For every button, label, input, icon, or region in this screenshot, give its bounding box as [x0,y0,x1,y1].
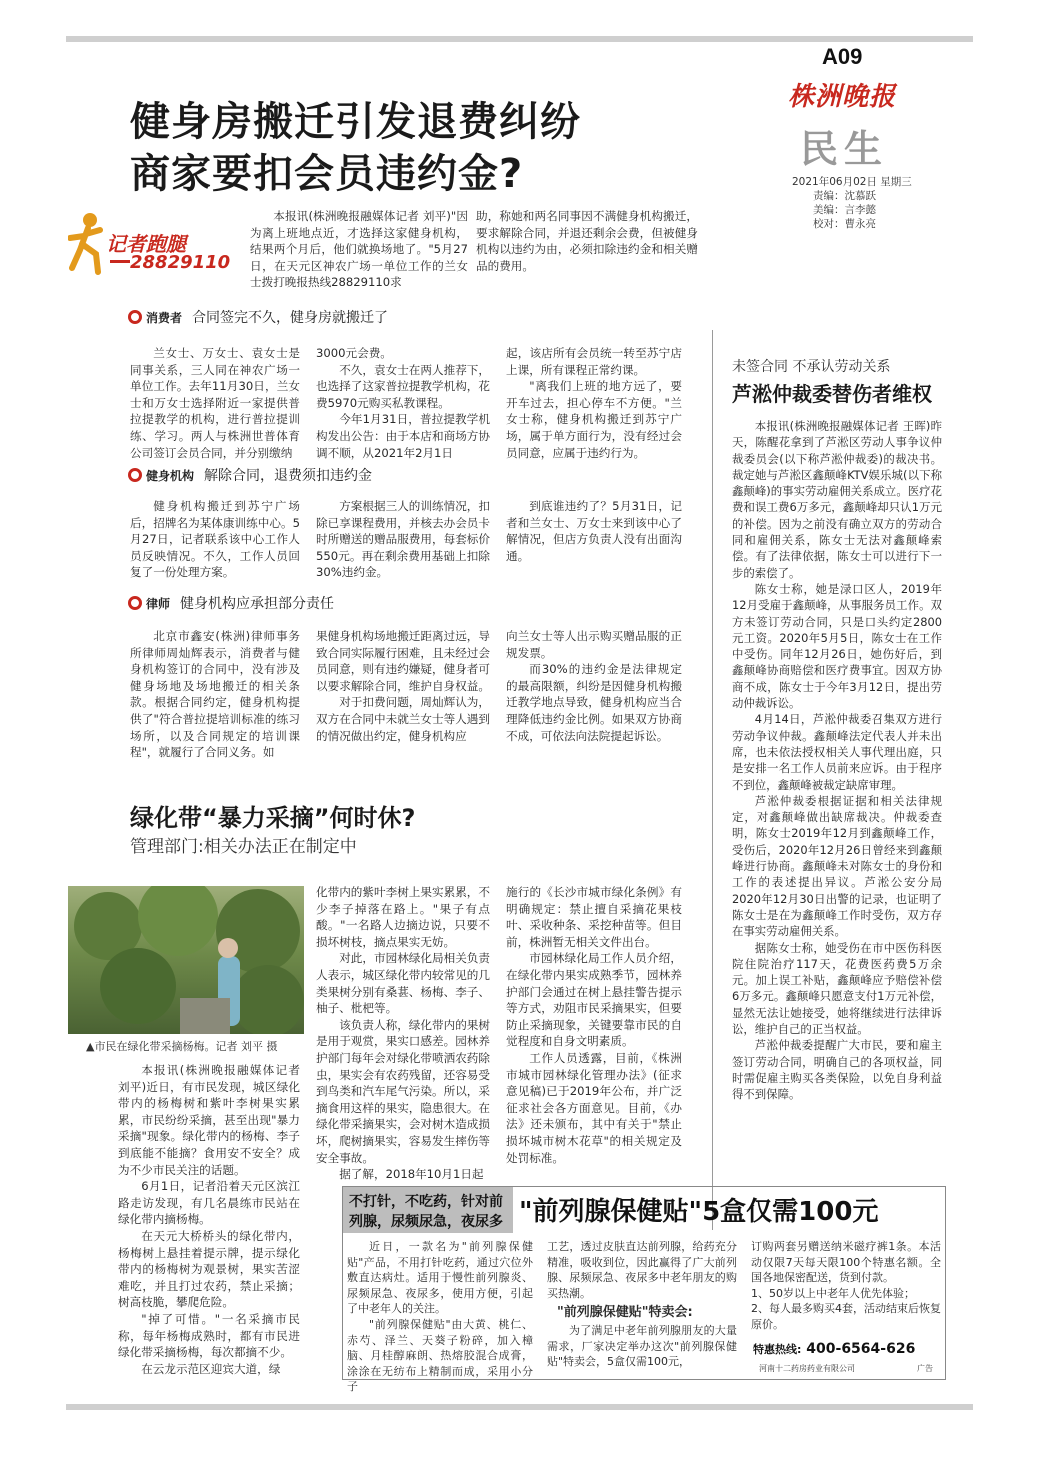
section1-col2: 3000元会费。 不久，袁女士在两人推荐下，也选择了这家普拉提教学机构，花费5970元购买私教课程。 今年1月31日，普拉提教学机构发出公告：由于本店和商场方协调不顺，从2021年2月1日 [316,346,490,460]
section-bullet-icon [128,310,142,324]
section3-col3: 向兰女士等人出示购买赠品服的正规发票。 而30%的违约金是法律规定的最高限额，纠纷是因健身机构搬迁教学地点导致，健身机构应当合理降低违约金比例。如果双方协商不成，可依法向法院提起诉讼。 [506,629,682,743]
photo-caption: ▲市民在绿化带采摘杨梅。记者 刘平 摄 [86,1040,278,1053]
section-name: 民生 [800,127,889,171]
news-photo [68,886,304,1034]
ad-slogan-line2: 列腺，尿频尿急，夜尿多 [349,1214,503,1230]
ad-col2: 工艺，透过皮肤直达前列腺，给药充分精准，吸收到位，因此赢得了广大前列腺、尿频尿急、夜尿多中老年朋友的购买热潮。 "前列腺保健贴"特卖会: 为了满足中老年前列腺朋友的大量需求，厂家决定举办这次"前列腺保健贴"特卖会，5盒仅需100元， [547,1240,737,1369]
ad-hotline [753,1341,915,1357]
top-rule [66,36,973,42]
ad-slogan-box [343,1187,513,1233]
article1-headline-line1: 健身房搬迁引发退费纠纷 [130,99,581,145]
reporter-phone-prefix [110,260,130,263]
section-bullet-icon [128,468,142,482]
article1-lead-col1: 本报讯(株洲晚报融媒体记者 刘平)"因为离上班地点近，才选择这家健身机构，结果两个月后，他们就换场地了。"5月27日，在天元区神农广场一单位工作的兰女士拨打晚报热线28829110求 [250,209,468,290]
section-bullet-icon [128,596,142,610]
section3-col2: 果健身机构场地搬迁距离过远，导致合同实际履行困难，且未经过会员同意，则有违约嫌疑，健身者可以要求解除合同，维护自身权益。 对于扣费问题，周灿辉认为，双方在合同中未就兰女士等人遇到的情况做出约定，健身机构应 [316,629,490,743]
ad-headline: "前列腺保健贴"5盒仅需100元 [519,1197,879,1227]
editor: 责编：沈慕跃 [813,190,876,202]
issue-date: 2021年06月02日 星期三 [792,176,912,188]
section2-col1: 健身机构搬迁到苏宁广场后，招牌名为某体康训练中心。5月27日，记者联系该中心工作人员反映情况。不久，工作人员回复了一份处理方案。 [130,499,300,580]
ad-slogan-line1: 不打针，不吃药，针对前 [349,1194,503,1210]
ad-hotline-number: 400-6564-626 [806,1341,916,1357]
ad-mark: 广告 [917,1364,933,1373]
section3-col1: 北京市鑫安(株洲)律师事务所律师周灿辉表示，消费者与健身机构签订的合同中，没有涉及健身场地及场地搬迁的相关条款。根据合同约定，健身机构提供了"符合普拉提培训标准的练习场所，以及合同规定的培训课程"，就履行了合同义务。如 [130,629,300,760]
article2-body: 本报讯(株洲晚报融媒体记者 王晖)昨天，陈醒花拿到了芦淞区劳动人事争议仲裁委员会(以下称芦淞仲裁委)的裁决书。裁定她与芦淞区鑫颠峰KTV娱乐城(以下称鑫颠峰)的事实劳动雇佣关系成立。医疗花费和误工费6万多元，鑫颠峰却只认1万元的补偿。因为之前没有确立双方的劳动合同和雇佣关系，陈女士无法对鑫颠峰索偿。有了法律依据，陈女士可以进行下一步的索偿了。 陈女士称，她是渌口区人，2019年12月受雇于鑫颠峰，从事服务员工作。双方未签订劳动合同，只是口头约定2800元工资。2020年5月5日，陈女士在工作中受伤。同年12月26日，她伤好后，到鑫颠峰协商赔偿和医疗费事宜。因双方协商不成，陈女士于今年3月12日，提出劳动仲裁诉讼。 4月14日，芦淞仲裁委召集双方进行劳动争议仲裁。鑫颠峰法定代表人并未出席，也未依法授权相关人事代理出庭，只是安排一名工作人员前来应诉。由于程序不到位，鑫颠峰被裁定缺席审理。 芦淞仲裁委根据证据和相关法律规定，对鑫颠峰做出缺席裁决。仲裁委查明，陈女士2019年12月到鑫颠峰工作，受伤后，2020年12月26日曾经来到鑫颠峰进行协商。鑫颠峰未对陈女士的身份和工作的表述提出异议。芦淞公安分局2020年12月30日出警的记录，也证明了陈女士是在为鑫颠峰工作时受伤，双方存在事实劳动雇佣关系。 据陈女士称，她受伤在市中医伤科医院住院治疗117天，花费医药费5万余元。加上误工补贴，鑫颠峰应予赔偿补偿6万多元。鑫颠峰只愿意支付1万元补偿，显然无法让她接受，她将继续进行法律诉讼，维护自己的正当权益。 芦淞仲裁委提醒广大市民，要和雇主签订劳动合同，明确自己的各项权益，同时需促雇主购买各类保险，以免自身利益得不到保障。 [732,419,942,1102]
page-number: A09 [822,44,863,69]
ad-box [342,1186,946,1394]
ad-hotline-label: 特惠热线: [753,1343,802,1356]
section2-col2: 方案根据三人的训练情况，扣除已享课程费用，并核去办会员卡时所赠送的赠品服费用，每套标价550元。再在剩余费用基础上扣除30%违约金。 [316,499,490,580]
section1-heading: 消费者 合同签完不久，健身房就搬迁了 [128,306,388,328]
article1-headline-line2: 商家要扣会员违约金? [130,151,524,197]
section2-heading: 健身机构 解除合同，退费须扣违约金 [128,464,372,486]
bottom-rule [66,1404,973,1410]
proofreader: 校对：曹永亮 [813,218,876,230]
reporter-runner-icon [68,210,104,280]
reporter-label: 记者跑腿 [106,232,186,256]
ad-company: 河南十二药房药业有限公司 [759,1364,855,1373]
article3-subhead: 管理部门:相关办法正在制定中 [130,837,357,857]
section1-col3: 起，该店所有会员统一转至苏宁店上课，所有课程正常约课。 "离我们上班的地方远了，要开车过去，担心停车不方便。"兰女士称，健身机构搬迁到苏宁广场，属于单方面行为，没有经过会员同意，应属于违约行为。 [506,346,682,460]
article3-col3: 施行的《长沙市城市绿化条例》有明确规定：禁止擅自采摘花果枝叶、采收种条、采挖种苗等。但目前，株洲暂无相关文件出台。 市园林绿化局工作人员介绍，在绿化带内果实成熟季节，园林养护部门会通过在树上悬挂警告提示等方式，劝阻市民采摘果实，但要防止采摘现象，关键要靠市民的自觉程度和自身文明素质。 工作人员透露，目前，《株洲市城市园林绿化管理办法》(征求意见稿)已于2019年公布，并广泛征求社会各方面意见。目前，《办法》还未颁布，其中有关于"禁止损坏城市树木花草"的相关规定及处罚标准。 [506,885,682,1165]
section3-heading: 律师 健身机构应承担部分责任 [128,592,334,614]
article3-col1: 本报讯(株洲晚报融媒体记者 刘平)近日，有市民发现，城区绿化带内的杨梅树和紫叶李树果实累累，市民纷纷采摘，甚至出现"暴力采摘"现象。绿化带内的杨梅、李子到底能不能摘？食用安不安全？成为不少市民关注的话题。 6月1日，记者沿着天元区滨江路走访发现，有几名晨练市民站在绿化带内摘杨梅。 在天元大桥桥头的绿化带内，杨梅树上悬挂着提示牌，提示绿化带内的杨梅树为观景树，果实苦涩难吃，并且打过农药，禁止采摘；树高枝脆，攀爬危险。 "掉了可惜。"一名采摘市民称，每年杨梅成熟时，都有市民进绿化带采摘杨梅，每次都摘不少。 在云龙示范区迎宾大道，绿 [118,1063,300,1376]
ad-col3: 订购两套另赠送纳米磁疗裤1条。本活动仅限7天每天限100个特惠名额。全国各地保密配送，货到付款。 1、50岁以上中老年人优先体验； 2、每人最多购买4套，活动结束后恢复原价。 [751,1240,941,1331]
designer: 美编：言李懿 [813,204,876,216]
column-divider [712,330,713,1230]
article3-col2: 化带内的紫叶李树上果实累累，不少李子掉落在路上。"果子有点酸。"一名路人边摘边说，只要不损坏树枝，摘点果实无妨。 对此，市园林绿化局相关负责人表示，城区绿化带内较常见的几类果树分别有桑葚、杨梅、李子、柚子、枇杷等。 该负责人称，绿化带内的果树是用于观赏，果实口感差。园林养护部门每年会对绿化带喷洒农药除虫，果实会有农药残留，还容易受到鸟类和汽车尾气污染。所以，采摘食用这样的果实，隐患很大。在绿化带采摘果实，会对树木造成损坏，爬树摘果实，容易发生摔伤等安全事故。 据了解，2018年10月1日起 [316,885,490,1182]
article3-headline: 绿化带“暴力采摘”何时休? [130,804,416,832]
ad-col1: 近日，一款名为"前列腺保健贴"产品，不用打针吃药，通过穴位外敷直达病灶。适用于慢性前列腺炎、尿频尿急、夜尿多，使用方便，引起了中老年人的关注。 "前列腺保健贴"由大黄、桃仁、赤芍、泽兰、天葵子粉碎，加入樟脑、月桂醇麻朗、热熔胶混合成膏，涂涂在无纺布上精制而成，采用小分子 [347,1240,533,1394]
section2-col3: 到底谁违约了？5月31日，记者和兰女士、万女士来到该中心了解情况，但店方负责人没有出面沟通。 [506,499,682,563]
section1-col1: 兰女士、万女士、袁女士是同事关系，三人同在神农广场一单位工作。去年11月30日，兰女士和万女士选择附近一家提供普拉提教学的机构，进行普拉提训练、学习。两人与株洲世普体育公司签订会员合同，并分别缴纳 [130,346,300,460]
article2-headline: 芦淞仲裁委替伤者维权 [732,382,932,406]
reporter-phone: 28829110 [130,252,231,273]
article2-kicker: 未签合同 不承认劳动关系 [732,359,891,375]
article1-lead-col2: 助，称她和两名同事因不满健身机构搬迁，要求解除合同，并退还剩余会费，但被健身机构以违约为由，必须扣除违约金和相关赠品的费用。 [476,209,698,273]
newspaper-logo: 株洲晚报 [788,82,897,112]
